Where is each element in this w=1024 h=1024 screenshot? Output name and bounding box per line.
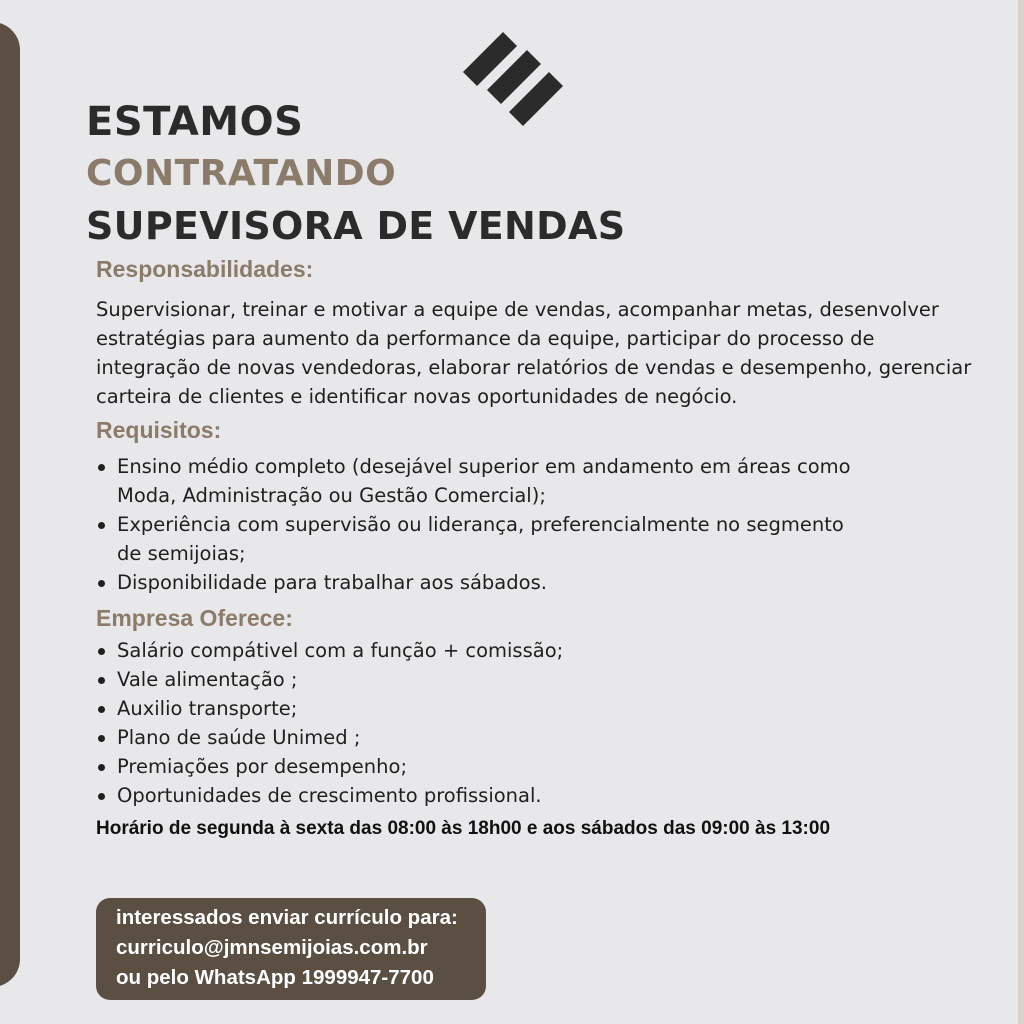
list-item: Premiações por desempenho;: [96, 752, 976, 781]
list-item: Salário compátivel com a função + comissão;: [96, 636, 976, 665]
contact-whatsapp[interactable]: ou pelo WhatsApp 1999947-7700: [116, 966, 434, 989]
left-decorative-band: [0, 22, 20, 987]
list-item: Plano de saúde Unimed ;: [96, 723, 976, 752]
list-item: Oportunidades de crescimento profissional.: [96, 781, 976, 810]
section-title-requisitos: Requisitos:: [96, 417, 222, 443]
section-title-responsabilidades: Responsabilidades:: [96, 256, 314, 282]
job-description: [96, 256, 976, 840]
section-title-empresa-oferece: Empresa Oferece:: [96, 605, 293, 631]
list-item: Ensino médio completo (desejável superior em andamento em áreas como Moda, Administração ou Gestão Comercial);: [96, 452, 857, 510]
list-item: Disponibilidade para trabalhar aos sábados.: [96, 568, 857, 597]
headline: [86, 96, 625, 252]
responsabilidades-text: Supervisionar, treinar e motivar a equipe de vendas, acompanhar metas, desenvolver estratégias para aumento da performance da equipe, participar do processo de integração de novas vendedoras, elaborar relatórios de vendas e desempenho, gerenciar carteira de clientes e identificar novas oportunidades de negócio.: [96, 298, 972, 408]
list-item: Vale alimentação ;: [96, 665, 976, 694]
headline-job-title: SUPEVISORA DE VENDAS: [86, 204, 626, 248]
list-item: Auxilio transporte;: [96, 694, 976, 723]
headline-contratando: CONTRATANDO: [86, 153, 397, 194]
benefits-list: [96, 636, 976, 810]
contact-email-link[interactable]: curriculo@jmnsemijoias.com.br: [116, 936, 428, 959]
contact-intro: interessados enviar currículo para:: [116, 906, 458, 929]
headline-estamos: ESTAMOS: [86, 99, 304, 145]
requisitos-list: [96, 452, 976, 597]
list-item: Experiência com supervisão ou liderança, preferencialmente no segmento de semijoias;: [96, 510, 857, 568]
contact-box: [96, 898, 486, 1000]
right-edge-strip: [1018, 0, 1024, 1024]
working-hours: Horário de segunda à sexta das 08:00 às 18h00 e aos sábados das 09:00 às 13:00: [96, 818, 831, 839]
